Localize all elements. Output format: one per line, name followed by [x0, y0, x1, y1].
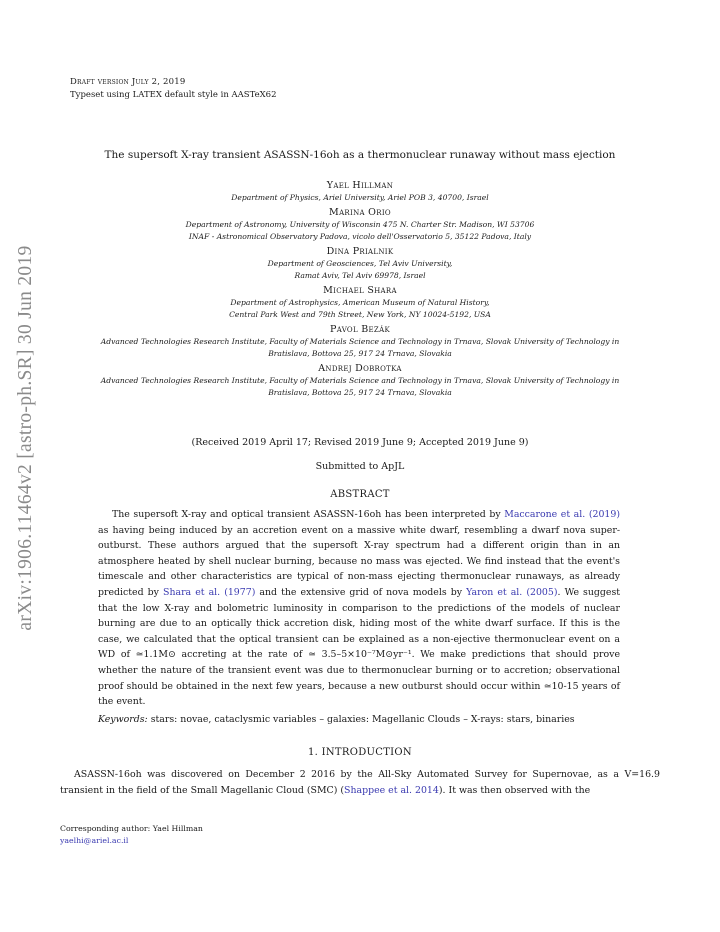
draft-version: Draft version July 2, 2019: [70, 77, 186, 87]
citation-link[interactable]: Shappee et al. 2014: [344, 784, 439, 796]
received-dates: (Received 2019 April 17; Revised 2019 June 9; Accepted 2019 June 9): [191, 437, 529, 448]
corresponding-author: Corresponding author: Yael Hillman: [60, 824, 203, 833]
draft-header: [70, 76, 277, 102]
intro-paragraph: [60, 767, 660, 798]
author-affiliation: Department of Physics, Ariel University, Ariel POB 3, 40700, Israel: [231, 193, 489, 202]
footnote: [60, 823, 203, 847]
citation-link[interactable]: Shara et al. (1977): [163, 586, 256, 598]
keywords: [98, 714, 620, 725]
author-affiliation: Advanced Technologies Research Institute, Faculty of Materials Science and Technology in Trnava, Slovak University of Technology in: [100, 337, 620, 346]
author-affiliation: Department of Astrophysics, American Museum of Natural History,: [230, 298, 490, 307]
email-link[interactable]: yaelhi@ariel.ac.il: [60, 836, 129, 845]
paper-title: The supersoft X-ray transient ASASSN-16oh as a thermonuclear runaway without mass ejection: [104, 149, 616, 161]
author-block: [60, 177, 660, 399]
citation-link[interactable]: Maccarone et al. (2019): [504, 509, 620, 520]
author-affiliation: Central Park West and 79th Street, New York, NY 10024-5192, USA: [229, 310, 491, 319]
abstract-body: [98, 507, 620, 710]
arxiv-stamp-text: arXiv:1906.11464v2 [astro-ph.SR] 30 Jun 2019: [15, 245, 36, 631]
author-affiliation: Bratislava, Bottova 25, 917 24 Trnava, Slovakia: [268, 388, 452, 397]
author-affiliation: Bratislava, Bottova 25, 917 24 Trnava, Slovakia: [268, 349, 452, 358]
section-heading: 1. INTRODUCTION: [308, 747, 412, 758]
typeset-note: Typeset using LATEX default style in AASTeX62: [70, 90, 277, 100]
citation-link[interactable]: Yaron et al. (2005): [466, 586, 558, 598]
intro-text: ). It was then observed with the: [438, 784, 591, 796]
author-name: Yael Hillman: [326, 180, 394, 191]
intro-text: ASASSN-16oh was discovered on December 2 2016 by the All-Sky Automated Survey for Supernovae, as a V=16.9 transient in the field of the Small Magellanic Cloud (SMC) (: [60, 769, 660, 796]
author-affiliation: Department of Geosciences, Tel Aviv University,: [267, 259, 453, 268]
keywords-label: Keywords:: [98, 714, 148, 725]
author-affiliation: Advanced Technologies Research Institute, Faculty of Materials Science and Technology in Trnava, Slovak University of Technology in: [100, 376, 620, 385]
author-affiliation: Ramat Aviv, Tel Aviv 69978, Israel: [294, 271, 426, 280]
author-name: Andrej Dobrotka: [318, 363, 402, 374]
abstract-text: . We suggest that the low X-ray and bolometric luminosity in comparison to the predictions of the models of nuclear burning are due to an optically thick accretion disk, hiding most of the white dwarf surface. If this is the case, we calculated that the optical transient can be explained as a non-ejective thermonuclear event on a WD of ≃1.1M⊙ accreting at the rate of ≃ 3.5–5×10⁻⁷M⊙yr⁻¹. We make predictions that should prove whether the nature of the transient event was due to thermonuclear burning or to accretion; observational proof should be obtained in the next few years, because a new outburst should occur within ≃10-15 years of the event.: [98, 586, 621, 708]
author-affiliation: INAF - Astronomical Observatory Padova, vicolo dell'Osservatorio 5, 35122 Padova, Italy: [188, 232, 532, 241]
submitted-to: Submitted to ApJL: [315, 461, 405, 472]
abstract-text: and the extensive grid of nova models by: [255, 586, 467, 598]
arxiv-stamp: [6, 232, 46, 644]
author-affiliation: Department of Astronomy, University of Wisconsin 475 N. Charter Str. Madison, WI 53706: [185, 220, 535, 229]
author-name: Michael Shara: [323, 285, 397, 296]
abstract-text: The supersoft X-ray and optical transient ASASSN-16oh has been interpreted by: [112, 509, 505, 520]
author-name: Pavol Bezák: [330, 324, 390, 335]
author-name: Dina Prialnik: [326, 246, 394, 257]
abstract-text: as having being induced by an accretion event on a massive white dwarf, resembling a dwarf nova super-outburst. These authors argued that the supersoft X-ray spectrum had a different origin than in an atmosphere heated by shell nuclear burning, because no mass was ejected. We find instead that the event's timescale and other characteristics are typical of non-mass ejecting thermonuclear runaways, as already predicted by: [98, 524, 620, 598]
keywords-text: stars: novae, cataclysmic variables – galaxies: Magellanic Clouds – X-rays: stars, binaries: [150, 714, 575, 725]
author-name: Marina Orio: [329, 207, 391, 218]
abstract-heading: ABSTRACT: [330, 489, 390, 500]
